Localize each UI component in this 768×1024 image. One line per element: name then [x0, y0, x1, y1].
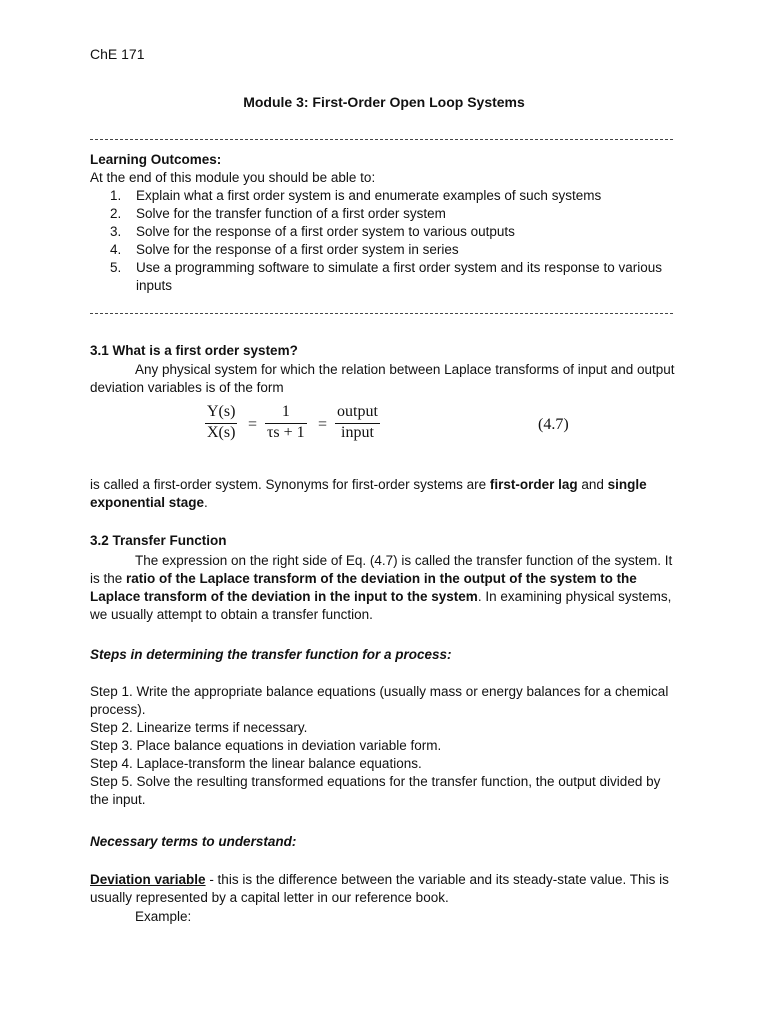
- text-run: The expression on the right side of Eq. (4.7) is called the transfer function of the system. It is the: [90, 553, 673, 586]
- list-item: [110, 259, 680, 295]
- rhs-numerator: output: [337, 403, 378, 420]
- step-item: Step 2. Linearize terms if necessary.: [90, 720, 308, 735]
- equation-4-7: [205, 403, 605, 449]
- list-item: [110, 187, 680, 205]
- step-item: Step 3. Place balance equations in deviation variable form.: [90, 738, 442, 753]
- section-3-1-paragraph: Any physical system for which the relation between Laplace transforms of input and output deviation variables is of the form: [90, 362, 675, 395]
- list-item: [110, 223, 680, 241]
- term-deviation-variable: Deviation variable: [90, 872, 206, 887]
- deviation-variable-definition: [90, 871, 675, 907]
- text-run: . In examining physical systems, we usually attempt to obtain a transfer function.: [90, 589, 672, 622]
- example-label: Example:: [135, 909, 192, 924]
- section-3-2-heading: 3.2 Transfer Function: [90, 533, 227, 548]
- step-item: Step 5. Solve the resulting transformed equations for the transfer function, the output divided by the input.: [90, 774, 661, 807]
- list-item-number: 5.: [110, 260, 122, 275]
- step-item: Step 1. Write the appropriate balance equations (usually mass or energy balances for a chemical process).: [90, 684, 669, 717]
- list-item-number: 2.: [110, 206, 122, 221]
- learning-outcomes-intro: At the end of this module you should be able to:: [90, 170, 376, 185]
- section-3-1-heading: 3.1 What is a first order system?: [90, 343, 298, 358]
- text-run: is called a first-order system. Synonyms for first-order systems are: [90, 477, 490, 492]
- equation-number: (4.7): [538, 416, 569, 433]
- dashed-divider: [90, 139, 673, 140]
- lhs-fraction: [205, 403, 237, 442]
- section-3-2-paragraph: [90, 552, 675, 624]
- steps-heading: Steps in determining the transfer function for a process:: [90, 647, 452, 662]
- list-item: [110, 205, 680, 223]
- text-run: and: [577, 477, 608, 492]
- learning-outcomes-list: [110, 187, 680, 295]
- equals-sign: =: [318, 416, 328, 433]
- list-item-text: Solve for the response of a first order system in series: [136, 242, 459, 257]
- list-item: [110, 241, 680, 259]
- middle-fraction: [265, 403, 307, 442]
- rhs-denominator: input: [335, 423, 380, 442]
- steps-list: [90, 683, 675, 809]
- learning-outcomes-heading: Learning Outcomes:: [90, 152, 222, 167]
- term-single-exponential-stage: single exponential stage: [90, 477, 647, 510]
- middle-numerator: 1: [281, 403, 290, 420]
- rhs-fraction: [335, 403, 380, 442]
- list-item-number: 3.: [110, 224, 122, 239]
- list-item-text: Solve for the response of a first order system to various outputs: [136, 224, 515, 239]
- list-item-number: 4.: [110, 242, 122, 257]
- course-code: ChE 171: [90, 46, 145, 62]
- page-title: Module 3: First-Order Open Loop Systems: [243, 94, 525, 110]
- text-run: - this is the difference between the variable and its steady-state value. This is usually represented by a capital letter in our reference book.: [90, 872, 669, 905]
- term-first-order-lag: first-order lag: [489, 477, 578, 492]
- lhs-numerator: Y(s): [207, 403, 236, 420]
- lhs-denominator: X(s): [207, 424, 236, 441]
- section-3-1-synonyms: [90, 476, 675, 512]
- middle-denominator: τs + 1: [267, 424, 305, 441]
- terms-heading: Necessary terms to understand:: [90, 834, 297, 849]
- list-item-text: Explain what a first order system is and enumerate examples of such systems: [136, 188, 602, 203]
- list-item-text: Solve for the transfer function of a first order system: [136, 206, 446, 221]
- list-item-text: Use a programming software to simulate a first order system and its response to various inputs: [136, 260, 662, 293]
- list-item-number: 1.: [110, 188, 122, 203]
- step-item: Step 4. Laplace-transform the linear balance equations.: [90, 756, 422, 771]
- text-run: .: [204, 495, 208, 510]
- dashed-divider: [90, 313, 673, 314]
- transfer-function-definition: ratio of the Laplace transform of the deviation in the output of the system to the Laplace transform of the deviation in the input to the system: [90, 571, 637, 604]
- equals-sign: =: [248, 416, 258, 433]
